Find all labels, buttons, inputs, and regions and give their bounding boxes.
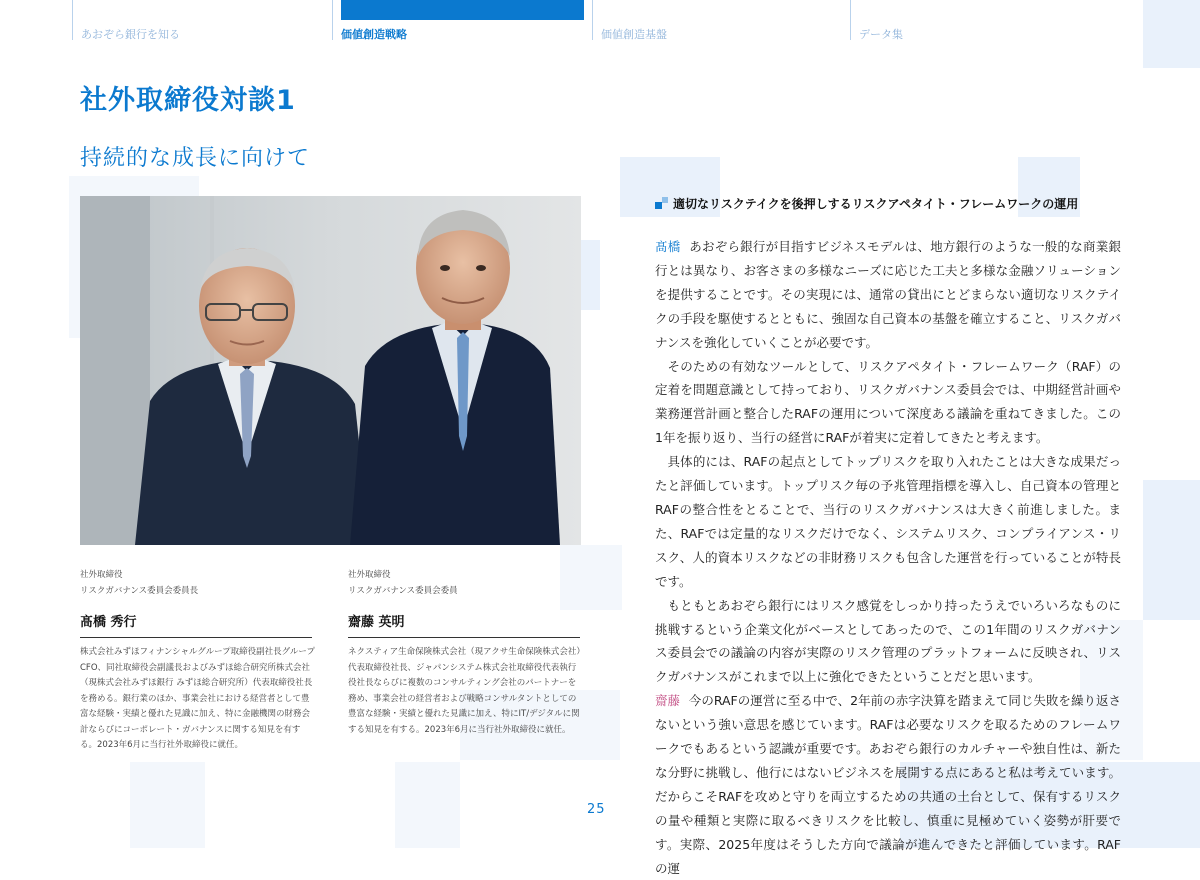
square-marker-icon [655, 197, 669, 209]
nav-tab-foundation[interactable] [592, 0, 851, 40]
profile-bio: 株式会社みずほフィナンシャルグループ取締役副社長グループCFO、同社取締役会副議長およびみずほ総合研究所株式会社（現株式会社みずほ銀行 みずほ総合研究所）代表取締役社長を務める。銀行業のほか、事業会社における経営者として豊富な経験・実績と優れた見識に加え、特に金融機関の財務会計ならびにコーポレート・ガバナンスに関する知見を有する。2023年6月に当行社外取締役に就任。 [80, 647, 315, 750]
section-heading-text: 適切なリスクテイクを後押しするリスクアペタイト・フレームワークの運用 [673, 197, 1079, 211]
profile-divider [80, 637, 312, 638]
page-number: 25 [587, 802, 606, 817]
page-title: 社外取締役対談1 [80, 85, 296, 116]
paragraph [655, 594, 1121, 690]
page-subtitle: 持続的な成長に向けて [80, 146, 311, 171]
bg-square [395, 762, 460, 848]
paragraph-text: 今のRAFの運営に至る中で、2年前の赤字決算を踏まえて同じ失敗を繰り返さないという強い意思を感じています。RAFは必要なリスクを取るためのフレームワークでもあるという認識が重要です。あおぞら銀行のカルチャーや独自性は、新たな分野に挑戦し、他行にはないビジネスを展開する点にあると私は考えています。だからこそRAFを攻めと守りを両立するための共通の土台として、保有するリスクの量や種類と実際に取るべきリスクを比較し、慎重に見極めていく姿勢が肝要です。実際、2025年度はそうした方向で議論が進んできたと評価しています。RAFの運 [655, 693, 1121, 876]
profile-bio: ネクスティア生命保険株式会社（現アクサ生命保険株式会社）代表取締役社長、ジャパンシステム株式会社取締役代表執行役社長ならびに複数のコンサルティング会社のパートナーを務め、事業会社の経営者および戦略コンサルタントとしての豊富な経験・実績と優れた見識に加え、特にIT/デジタルに関する知見を有する。2023年6月に当行社外取締役に就任。 [348, 647, 581, 735]
profile-divider [348, 637, 580, 638]
portrait-photo [80, 196, 581, 545]
paragraph [655, 355, 1121, 451]
paragraph [655, 450, 1121, 593]
paragraph-text: もともとあおぞら銀行にはリスク感覚をしっかり持ったうえでいろいろなものに挑戦するという企業文化がベースとしてあったので、この1年間のリスクガバナンス委員会での議論の内容が実際のリスク管理のプラットフォームに反映され、リスクガバナンスがこれまで以上に強化できたということだと思います。 [655, 597, 1121, 685]
dialogue-text [655, 235, 1121, 880]
bg-square [130, 762, 205, 848]
bg-square [1143, 480, 1200, 620]
profile-takahashi [80, 567, 320, 754]
nav-tab-about[interactable] [72, 0, 333, 40]
nav-tab-label: データ集 [859, 28, 903, 41]
active-tab-indicator [341, 0, 584, 20]
nav-tab-label: 価値創造戦略 [341, 28, 407, 41]
profile-committee: リスクガバナンス委員会委員 [348, 586, 458, 596]
speaker-saito: 齋藤 [655, 693, 681, 709]
profile-committee: リスクガバナンス委員会委員長 [80, 586, 199, 596]
profile-name: 齋藤 英明 [348, 615, 405, 630]
nav-tab-label: あおぞら銀行を知る [81, 28, 180, 41]
paragraph-text: 具体的には、RAFの起点としてトップリスクを取り入れたことは大きな成果だったと評価しています。トップリスク毎の予兆管理指標を導入し、自己資本の管理とRAFの整合性をとることで、当行のリスクガバナンスは大きく前進しました。また、RAFでは定量的なリスクだけでなく、システムリスク、コンプライアンス・リスク、人的資本リスクなどの非財務リスクも包含した運営を行っていることが特長です。 [655, 454, 1121, 589]
paragraph-text: そのための有効なツールとして、リスクアペタイト・フレームワーク（RAF）の定着を問題意識として持っており、リスクガバナンス委員会では、中期経営計画や業務運営計画と整合したRAFの運用について深度ある議論を重ねてきました。この1年を振り返り、当行の経営にRAFが着実に定着してきたと考えます。 [655, 358, 1121, 446]
nav-tab-strategy[interactable] [332, 0, 593, 40]
paragraph [655, 689, 1121, 880]
nav-tab-label: 価値創造基盤 [601, 28, 667, 41]
profile-saito [348, 567, 588, 738]
profile-role: 社外取締役 [80, 570, 123, 580]
paragraph [655, 235, 1121, 355]
speaker-takahashi: 髙橋 [655, 239, 681, 254]
nav-tab-data[interactable] [850, 0, 1141, 40]
paragraph-text: あおぞら銀行が目指すビジネスモデルは、地方銀行のような一般的な商業銀行とは異なり、お客さまの多様なニーズに応じた工夫と多様な金融ソリューションを提供することです。その実現には、通常の貸出にとどまらない適切なリスクテイクの手段を駆使するとともに、強固な自己資本の基盤を確立すること、リスクガバナンスを強化していくことが必要です。 [655, 239, 1121, 350]
profile-name: 髙橋 秀行 [80, 615, 137, 630]
bg-square [1143, 0, 1200, 68]
section-heading [655, 195, 1078, 212]
profile-role: 社外取締役 [348, 570, 391, 580]
